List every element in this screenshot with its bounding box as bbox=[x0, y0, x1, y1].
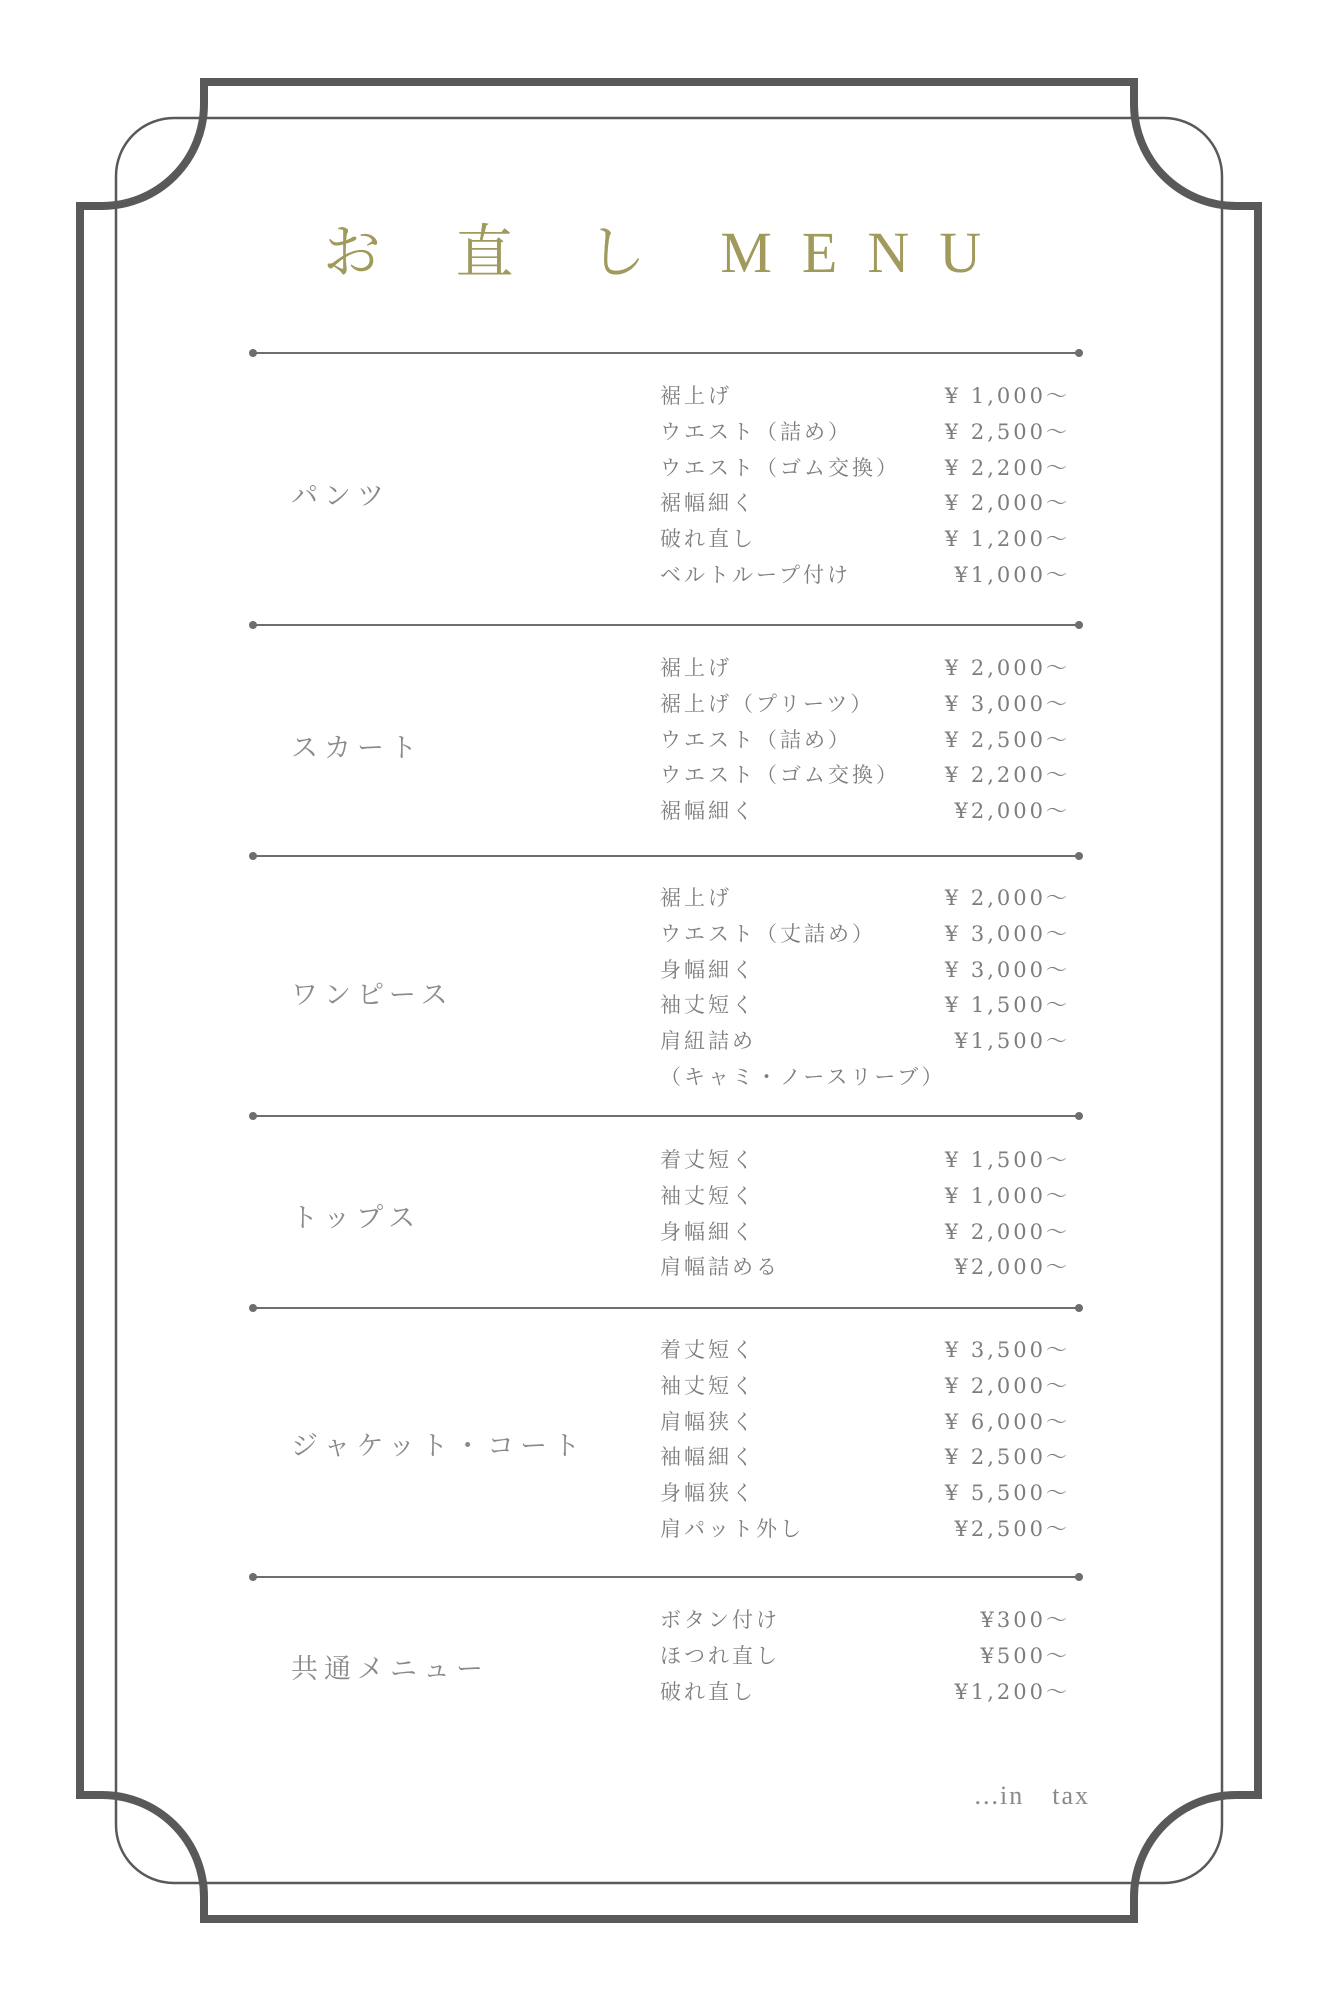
menu-item-name: 身幅狭く bbox=[660, 1481, 756, 1505]
menu-item-name: 肩幅狭く bbox=[660, 1410, 756, 1434]
section-divider bbox=[253, 1576, 1079, 1578]
menu-item-name: 着丈短く bbox=[660, 1148, 756, 1172]
section-divider bbox=[253, 352, 1079, 354]
menu-item-price: ¥ 2,000～ bbox=[944, 491, 1070, 515]
menu-item-name: 裾上げ（プリーツ） bbox=[660, 692, 875, 716]
menu-item-name: 身幅細く bbox=[660, 958, 756, 982]
category-label: 共通メニュー bbox=[291, 1654, 489, 1685]
section-divider bbox=[253, 855, 1079, 857]
menu-item-price: ¥ 2,000～ bbox=[944, 1374, 1070, 1398]
menu-item-name: ほつれ直し bbox=[660, 1644, 780, 1668]
menu-item-name: 袖丈短く bbox=[660, 1374, 756, 1398]
menu-item-name: 袖丈短く bbox=[660, 993, 756, 1017]
menu-item-price: ¥ 2,500～ bbox=[944, 420, 1070, 444]
category-label: ジャケット・コート bbox=[291, 1431, 587, 1462]
menu-item-name: 肩パット外し bbox=[660, 1517, 804, 1541]
menu-item-name: 裾幅細く bbox=[660, 491, 756, 515]
menu-item-name: 袖丈短く bbox=[660, 1184, 756, 1208]
category-label: パンツ bbox=[291, 481, 390, 512]
menu-item-price: ¥500～ bbox=[980, 1644, 1070, 1668]
menu-item-price: ¥1,500～ bbox=[954, 1029, 1070, 1053]
menu-item-price: ¥ 2,000～ bbox=[944, 886, 1070, 910]
menu-item-price: ¥ 2,500～ bbox=[944, 728, 1070, 752]
menu-item-price: ¥ 2,200～ bbox=[944, 456, 1070, 480]
category-label: ワンピース bbox=[291, 980, 454, 1011]
menu-item-price: ¥1,000～ bbox=[954, 563, 1070, 587]
menu-item-name: ボタン付け bbox=[660, 1608, 780, 1632]
menu-item-price: ¥ 6,000～ bbox=[944, 1410, 1070, 1434]
menu-title: お 直 し MENU bbox=[322, 220, 1012, 285]
menu-item-name: 破れ直し bbox=[660, 1680, 756, 1704]
menu-item-name: （キャミ・ノースリーブ） bbox=[660, 1065, 946, 1089]
menu-item-price: ¥ 1,000～ bbox=[944, 1184, 1070, 1208]
menu-item-price: ¥ 1,500～ bbox=[944, 993, 1070, 1017]
menu-item-name: 裾上げ bbox=[660, 384, 732, 408]
category-label: トップス bbox=[291, 1203, 422, 1234]
menu-item-name: ベルトループ付け bbox=[660, 563, 851, 587]
menu-item-price: ¥ 1,200～ bbox=[944, 527, 1070, 551]
menu-item-name: ウエスト（詰め） bbox=[660, 728, 852, 752]
menu-item-price: ¥ 3,000～ bbox=[944, 692, 1070, 716]
menu-item-name: 裾上げ bbox=[660, 886, 732, 910]
menu-item-name: 肩紐詰め bbox=[660, 1029, 756, 1053]
menu-item-price: ¥ 2,000～ bbox=[944, 1220, 1070, 1244]
menu-item-name: 袖幅細く bbox=[660, 1445, 756, 1469]
menu-item-price: ¥2,000～ bbox=[954, 1255, 1070, 1279]
menu-item-price: ¥300～ bbox=[980, 1608, 1070, 1632]
menu-item-price: ¥ 3,500～ bbox=[944, 1338, 1070, 1362]
menu-item-name: 肩幅詰める bbox=[660, 1255, 780, 1279]
menu-item-name: ウエスト（詰め） bbox=[660, 420, 852, 444]
menu-item-name: 身幅細く bbox=[660, 1220, 756, 1244]
menu-item-price: ¥ 2,000～ bbox=[944, 656, 1070, 680]
menu-item-price: ¥2,000～ bbox=[954, 799, 1070, 823]
menu-item-name: 破れ直し bbox=[660, 527, 756, 551]
menu-item-price: ¥ 3,000～ bbox=[944, 958, 1070, 982]
menu-item-price: ¥1,200～ bbox=[954, 1680, 1070, 1704]
section-divider bbox=[253, 1115, 1079, 1117]
menu-item-price: ¥2,500～ bbox=[954, 1517, 1070, 1541]
category-label: スカート bbox=[291, 733, 423, 764]
menu-item-price: ¥ 3,000～ bbox=[944, 922, 1070, 946]
menu-item-price: ¥ 5,500～ bbox=[944, 1481, 1070, 1505]
section-divider bbox=[253, 1307, 1079, 1309]
menu-item-price: ¥ 2,200～ bbox=[944, 763, 1070, 787]
section-divider bbox=[253, 624, 1079, 626]
tax-note: ...in tax bbox=[974, 1781, 1090, 1810]
menu-item-price: ¥ 1,500～ bbox=[944, 1148, 1070, 1172]
menu-item-name: ウエスト（ゴム交換） bbox=[660, 763, 900, 787]
menu-item-name: 裾幅細く bbox=[660, 799, 756, 823]
menu-item-name: ウエスト（丈詰め） bbox=[660, 922, 876, 946]
menu-item-price: ¥ 1,000～ bbox=[944, 384, 1070, 408]
menu-item-price: ¥ 2,500～ bbox=[944, 1445, 1070, 1469]
menu-item-name: 着丈短く bbox=[660, 1338, 756, 1362]
menu-item-name: ウエスト（ゴム交換） bbox=[660, 456, 900, 480]
menu-item-name: 裾上げ bbox=[660, 656, 732, 680]
